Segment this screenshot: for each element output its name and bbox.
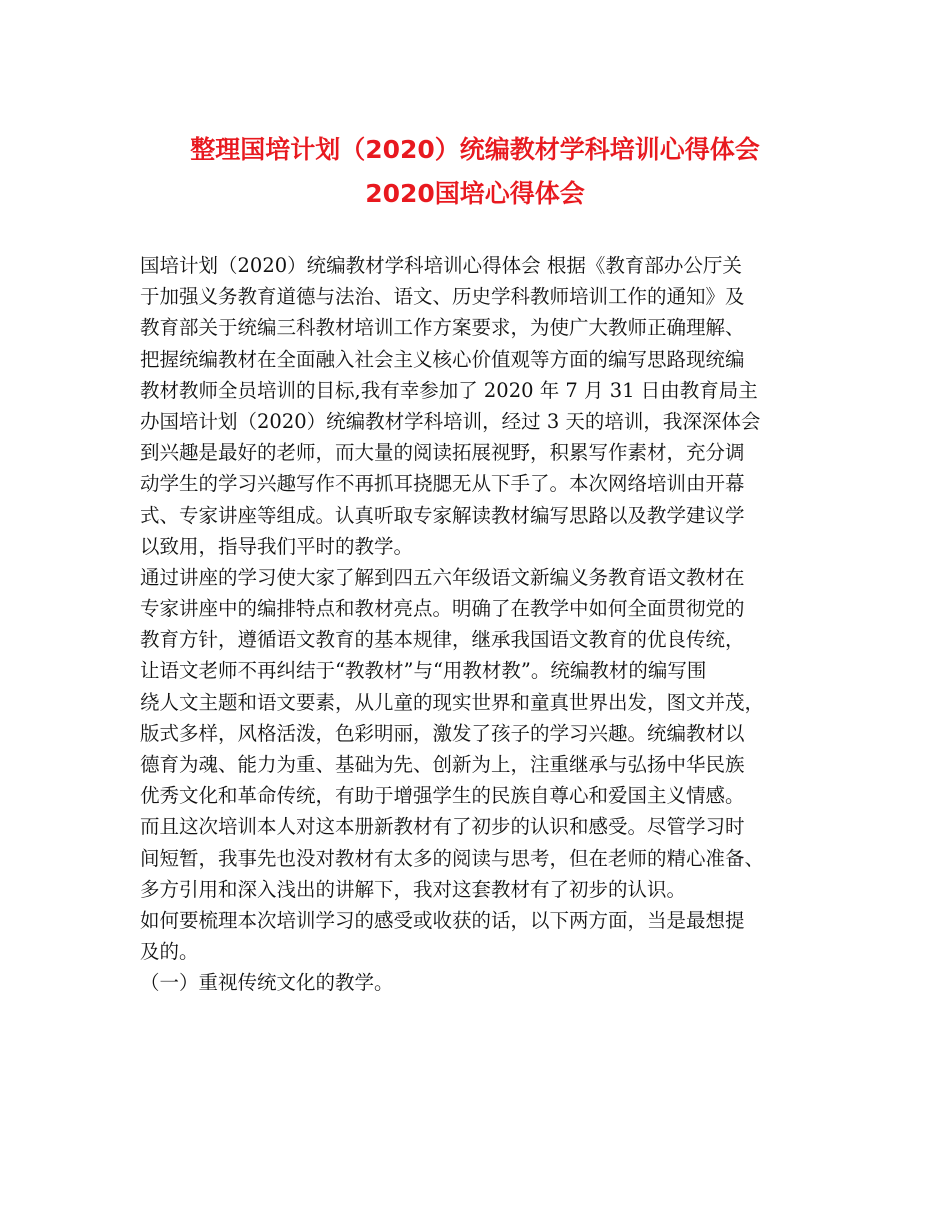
body-line: 让语文老师不再纠结于“教教材”与“用教材教”。统编教材的编写围 [140,659,707,683]
document-body [140,250,840,999]
body-line: 如何要梳理本次培训学习的感受或收获的话，以下两方面，当是最想提 [140,908,745,932]
body-line: 德育为魂、能力为重、基础为先、创新为上，注重继承与弘扬中华民族 [140,753,745,776]
body-line: 而且这次培训本人对这本册新教材有了初步的认识和感受。尽管学习时 [140,815,745,839]
body-line: 版式多样，风格活泼，色彩明丽，激发了孩子的学习兴趣。统编教材以 [140,721,745,745]
body-line: 绕人文主题和语文要素，从儿童的现实世界和童真世界出发，图文并茂， [140,690,765,714]
body-line: 优秀文化和革命传统，有助于增强学生的民族自尊心和爱国主义情感。 [140,784,745,808]
body-line: 把握统编教材在全面融入社会主义核心价值观等方面的编写思路现统编 [140,347,745,371]
body-line: 教育方针，遵循语文教育的基本规律，继承我国语文教育的优良传统， [140,628,745,652]
body-line: 教育部关于统编三科教材培训工作方案要求，为使广大教师正确理解、 [140,316,745,340]
body-line: 通过讲座的学习使大家了解到四五六年级语文新编义务教育语文教材在 [140,565,745,589]
body-line: 到兴趣是最好的老师，而大量的阅读拓展视野，积累写作素材，充分调 [140,441,745,465]
document-title-line-1: 整理国培计划（2020）统编教材学科培训心得体会 [190,135,760,164]
body-line: 于加强义务教育道德与法治、语文、历史学科教师培训工作的通知》及 [140,285,745,309]
body-line: 国培计划（2020）统编教材学科培训心得体会 根据《教育部办公厅关 [140,254,742,277]
body-line: 专家讲座中的编排特点和教材亮点。明确了在教学中如何全面贯彻党的 [140,597,745,621]
body-line: 多方引用和深入浅出的讲解下，我对这套教材有了初步的认识。 [140,877,687,901]
body-line: 间短暂，我事先也没对教材有太多的阅读与思考，但在老师的精心准备、 [140,846,765,870]
body-line: 以致用，指导我们平时的教学。 [140,534,414,558]
body-line: 办国培计划（2020）统编教材学科培训，经过 3 天的培训，我深深体会 [140,409,761,433]
body-line: 动学生的学习兴趣写作不再抓耳挠腮无从下手了。本次网络培训由开幕 [140,472,745,496]
body-line: （一）重视传统文化的教学。 [140,971,394,995]
body-line: 及的。 [140,940,199,964]
body-line: 式、专家讲座等组成。认真听取专家解读教材编写思路以及教学建议学 [140,503,745,527]
body-line: 教材教师全员培训的目标,我有幸参加了 2020 年 7 月 31 日由教育局主 [140,378,758,402]
document-title-line-2: 2020国培心得体会 [365,179,585,208]
